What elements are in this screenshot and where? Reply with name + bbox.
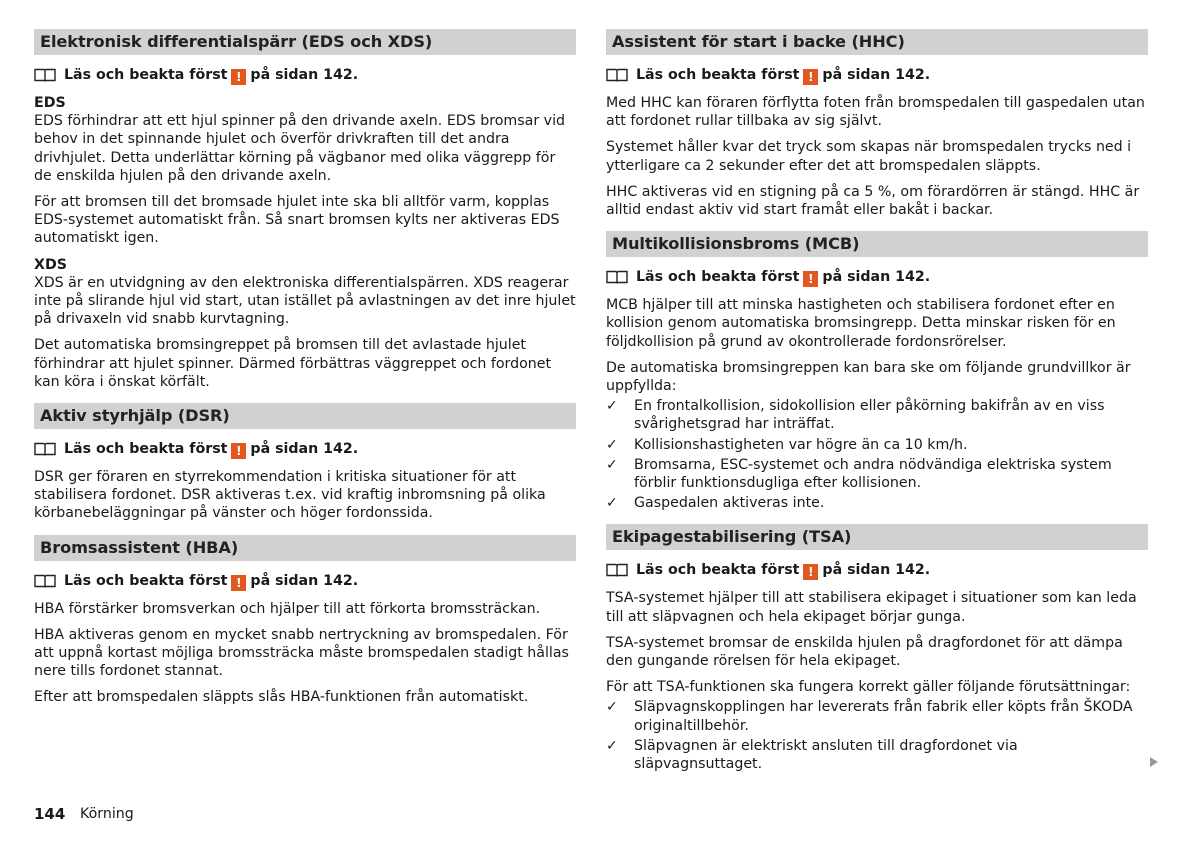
reference-text: Läs och beakta först [64, 441, 228, 458]
paragraph: För att TSA-funktionen ska fungera korrekt gäller följande förutsättningar: [606, 679, 1131, 696]
list-item-text: Gaspedalen aktiveras inte. [634, 495, 825, 512]
reference-page-link[interactable]: på sidan 142. [822, 269, 931, 286]
section-title: Aktiv styrhjälp (DSR) [34, 403, 576, 429]
subheading: EDS [34, 95, 66, 111]
section-title: Ekipagestabilisering (TSA) [606, 524, 1148, 550]
check-icon: ✓ [606, 737, 618, 754]
list-item-text: Bromsarna, ESC-systemet och andra nödvändiga elektriska system förblir funktionsdugliga efter kollisionen. [634, 456, 1112, 492]
list-item [606, 737, 1148, 773]
section-eds [34, 29, 576, 391]
left-column [34, 29, 576, 719]
check-icon: ✓ [606, 699, 618, 716]
book-icon [34, 68, 58, 82]
paragraph: De automatiska bromsingreppen kan bara ske om följande grundvillkor är uppfyllda: [606, 359, 1131, 395]
paragraph: För att bromsen till det bromsade hjulet inte ska bli alltför varm, kopplas EDS-systemet automatiskt från. Så snart bromsen kylts ner aktiveras EDS automatiskt igen. [34, 194, 560, 247]
list-item-text: Släpvagnen är elektriskt ansluten till dragfordonet via släpvagnsuttaget. [634, 737, 1018, 773]
paragraph: Efter att bromspedalen släppts slås HBA-funktionen från automatiskt. [34, 689, 529, 706]
condition-list [606, 397, 1148, 512]
warning-icon[interactable]: ! [231, 69, 246, 85]
list-item [606, 436, 1148, 454]
book-icon [606, 563, 630, 577]
list-item [606, 397, 1148, 433]
book-icon [34, 574, 58, 588]
check-icon: ✓ [606, 398, 618, 415]
reference-text: Läs och beakta först [64, 572, 228, 589]
warning-icon[interactable]: ! [803, 271, 818, 287]
section-title: Elektronisk differentialspärr (EDS och XDS) [34, 29, 576, 55]
reference-page-link[interactable]: på sidan 142. [250, 572, 359, 589]
reference-text: Läs och beakta först [636, 562, 800, 579]
reference-page-link[interactable]: på sidan 142. [250, 67, 359, 83]
list-item-text: Kollisionshastigheten var högre än ca 10 km/h. [634, 436, 968, 453]
paragraph: HBA förstärker bromsverkan och hjälper till att förkorta bromssträckan. [34, 600, 541, 617]
section-title: Assistent för start i backe (HHC) [606, 29, 1148, 55]
reference-page-link[interactable]: på sidan 142. [822, 562, 931, 579]
warning-icon[interactable]: ! [231, 443, 246, 459]
check-icon: ✓ [606, 495, 618, 512]
reference-page-link[interactable]: på sidan 142. [822, 67, 931, 83]
section-title: Multikollisionsbroms (MCB) [606, 231, 1148, 257]
book-icon [34, 442, 58, 456]
page-number: 144 [34, 805, 66, 823]
paragraph: TSA-systemet bromsar de enskilda hjulen på dragfordonet för att dämpa den gungande rörelsen för hela ekipaget. [606, 634, 1123, 670]
paragraph: HHC aktiveras vid en stigning på ca 5 %, om förardörren är stängd. HHC är alltid endast aktiv vid start framåt eller bakåt i backar. [606, 183, 1140, 219]
section-hhc [606, 29, 1148, 219]
reference-line [34, 571, 576, 591]
section-title: Bromsassistent (HBA) [34, 535, 576, 561]
paragraph: DSR ger föraren en styrrekommendation i kritiska situationer för att stabilisera fordonet. DSR aktiveras t.ex. vid kraftig inbromsning på olika körbanebeläggningar på vänster och höger fordonssida. [34, 469, 546, 522]
section-dsr [34, 403, 576, 523]
paragraph: Det automatiska bromsingreppet på bromsen till det avlastade hjulet förhindrar att hjulet spinner. Därmed förbättras väggreppet och fordonet kan köra i önskat körfält. [34, 337, 552, 390]
list-item [606, 456, 1148, 492]
list-item-text: En frontalkollision, sidokollision eller påkörning bakifrån av en viss svårighetsgrad har inträffat. [634, 398, 1105, 433]
check-icon: ✓ [606, 436, 618, 453]
warning-icon[interactable]: ! [231, 575, 246, 591]
reference-line [606, 267, 1148, 287]
paragraph: Systemet håller kvar det tryck som skapas när bromspedalen trycks ned i ytterligare ca 2 sekunder efter det att bromspedalen släppts. [606, 139, 1132, 174]
list-item [606, 698, 1148, 734]
reference-line [606, 65, 1148, 85]
check-icon: ✓ [606, 456, 618, 473]
list-item-text: Släpvagnskopplingen har levererats från fabrik eller köpts från ŠKODA originaltillbehör. [634, 699, 1133, 734]
list-item [606, 494, 1148, 512]
reference-text: Läs och beakta först [64, 67, 228, 83]
paragraph: TSA-systemet hjälper till att stabilisera ekipaget i situationer som kan leda till att släpvagnen och hela ekipaget börjar gunga. [606, 590, 1137, 625]
warning-icon[interactable]: ! [803, 69, 818, 85]
paragraph: XDS är en utvidgning av den elektroniska differentialspärren. XDS reagerar inte på slirande hjul vid start, utan istället på avlastningen av det inre hjulet på drivaxeln vid snabb kurvtagning. [34, 274, 576, 328]
paragraph: MCB hjälper till att minska hastigheten och stabilisera fordonet efter en kollision genom automatiska bromsingrepp. Detta minskar risken för en följdkollision på grund av okontrollerade fordonsrörelser. [606, 297, 1116, 350]
section-tsa [606, 524, 1148, 773]
warning-icon[interactable]: ! [803, 564, 818, 580]
paragraph: Med HHC kan föraren förflytta foten från bromspedalen till gaspedalen utan att fordonet rullar tillbaka av sig självt. [606, 95, 1145, 130]
condition-list [606, 698, 1148, 773]
reference-line [34, 65, 576, 85]
reference-text: Läs och beakta först [636, 67, 800, 83]
book-icon [606, 68, 630, 82]
section-hba [34, 535, 576, 707]
reference-line [34, 439, 576, 459]
section-mcb [606, 231, 1148, 512]
reference-text: Läs och beakta först [636, 269, 800, 286]
paragraph: HBA aktiveras genom en mycket snabb nertryckning av bromspedalen. För att uppnå kortast möjliga bromssträcka måste bromspedalen stadigt hållas nere tills fordonet stannat. [34, 626, 569, 680]
chapter-name: Körning [80, 806, 134, 822]
next-page-arrow-icon[interactable] [1150, 757, 1158, 767]
subheading: XDS [34, 256, 67, 273]
reference-line [606, 560, 1148, 580]
right-column [606, 29, 1148, 785]
paragraph: EDS förhindrar att ett hjul spinner på den drivande axeln. EDS bromsar vid behov in det spinnande hjulet och överför drivkraften till det andra drivhjulet. Detta underlättar körning på vägbanor med olika väggrepp för de enskilda hjulen på den drivande axeln. [34, 113, 566, 184]
book-icon [606, 270, 630, 284]
reference-page-link[interactable]: på sidan 142. [250, 441, 359, 458]
